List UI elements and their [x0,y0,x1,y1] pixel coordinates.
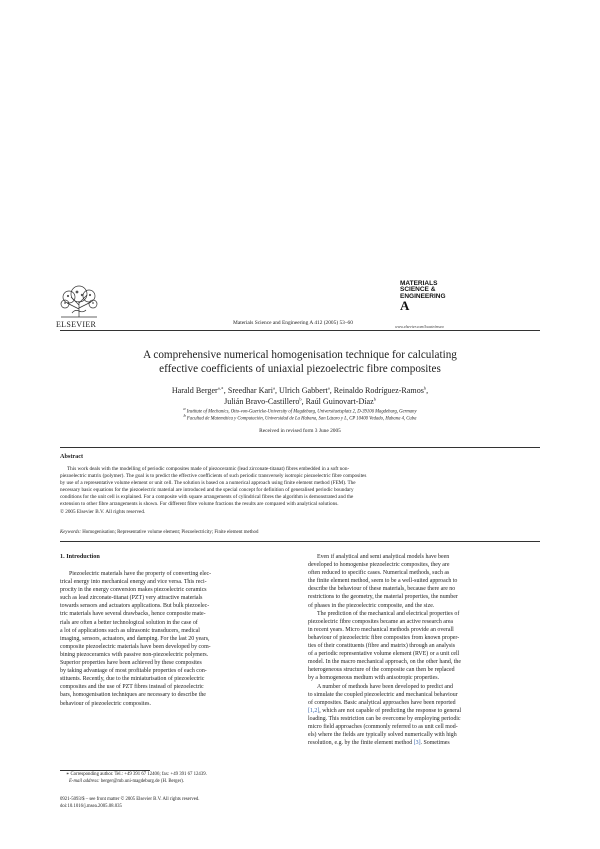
text-line [308,739,540,747]
author-sup: b [299,396,302,402]
journal-logo-line: ENGINEERING [400,292,446,300]
author-name: Harald Berger [171,386,218,395]
authors-line-1: Harald Berger$^{a,∗}$, Sreedhar Kari$^a$, Ulrich Gabbert$^a$, Reinaldo Rodríguez-Ramos$^b$, [171,385,429,395]
keywords-text: Homogenisation; Representative volume element; Piezoelectricity; Finite element method [82,530,259,535]
author-sup: a,∗ [217,385,224,391]
text-line: Superior properties have been achieved by these composites [60,660,202,667]
intro-paragraph [60,570,292,708]
publisher-name: ELSEVIER [56,320,97,329]
text-line: composites and the use of PZT fibres instead of piezoelectric [60,684,204,691]
abstract-line: by use of a representative volume element or unit cell. The solution is based on a numerical approach using finite element method (FEM). The [60,480,356,487]
text-line: trical energy into mechanical energy and vice versa. This reci- [60,579,207,586]
right-column [308,553,540,747]
title-line: effective coefficients of uniaxial piezoelectric fibre composites [159,362,441,375]
title-line: A comprehensive numerical homogenisation technique for calculating [143,349,457,361]
text-line: by a homogeneous medium with anisotropic properties. [308,675,440,682]
text-line: behaviour of piezoelectric composites. [60,700,151,707]
text-line: composite piezoelectric materials have been developed by com- [60,643,211,650]
received-date: Received in revised form 3 June 2005 [259,428,341,434]
journal-logo-line: SCIENCE & [400,286,436,294]
text-line: towards sensors and actuators applications. But bulk piezoelec- [60,603,210,610]
text-line: often reduced to specific cases. Numerical methods, such as [308,570,450,577]
citation-link[interactable]: [3] [413,740,421,747]
elsevier-tree-logo [57,283,101,319]
journal-logo-line: MATERIALS [400,280,438,287]
author-name: Sreedhar Kari [227,386,273,395]
text-line: The prediction of the mechanical and electrical properties of [317,610,460,617]
author-name: Raúl Guinovart-Díaz [305,397,374,406]
affiliation-text: Facultad de Matemática y Computación, Universidad de La Habana, San Lázaro y L, CP 10400 Vedado, Habana 4, Cuba [186,416,417,422]
abstract-top-rule [60,447,540,448]
text-line: to simulate the coupled piezoelectric and mechanical behaviour [308,691,458,698]
affiliation-sup: b [183,413,186,419]
text-line: by taking advantage of most profitable properties of each con- [60,668,207,675]
author-name: Julián Bravo-Castillero [224,397,300,406]
journal-logo [400,281,450,312]
header-rule [60,330,540,331]
text-line: rials are often a better technological solution in the case of [60,619,198,626]
text-span: . Sometimes [420,740,450,747]
text-line: such as lead zirconate-titanat (PZT) very attractive materials [60,595,203,602]
text-line: bars, homogenisation techniques are necessary to describe the [60,692,206,699]
text-span: , which are not capable of predicting the response to general [319,707,462,714]
authors [60,385,540,407]
journal-logo-letter: A [400,298,410,314]
footnote-email [60,779,295,786]
text-line [308,707,540,715]
affiliation-sup: a [183,406,186,411]
author-sup: a [327,385,330,391]
footnote-rule [60,770,150,771]
copyright-line: © 2005 Elsevier B.V. All rights reserved. [60,508,146,515]
text-line: ties of their constituents (fibre and matrix) through an analysis [308,643,456,650]
citation-link[interactable]: [1,2] [308,707,320,714]
text-line: A number of methods have been developed to predict and [317,683,453,690]
abstract-line: necessary basic equations for the piezoelectric material are introduced and the special concept for definition of generalised periodic boundary [60,487,354,494]
text-line: of a periodic representative volume element (RVE) or a unit cell [308,651,460,658]
abstract-line: piezoelectric matrix (polymer). The goal is to predict the effective coefficients of such periodic transversely isotropic piezoelectric fibre composites [60,473,367,480]
text-line: of composites. Basic analytical approaches have been reported [308,699,456,706]
text-line: Piezoelectric materials have the property of converting elec- [69,571,212,577]
keywords-label: Keywords: [60,530,82,535]
author-sup: a [273,385,275,391]
text-line: heterogeneous structure of the composite can then be replaced [308,667,455,674]
authors-line-2: Julián Bravo-Castillero$^b$, Raúl Guinovart-Díaz$^b$ [224,396,376,406]
text-line: behaviour of piezoelectric fibre composites from known proper- [308,634,460,641]
author-name: Reinaldo Rodríguez-Ramos [333,386,424,395]
affiliations [60,406,540,423]
author-name: Ulrich Gabbert [279,386,328,395]
abstract-bottom-rule [60,541,540,542]
text-line: micro field approaches (commonly referred to as unit cell mod- [308,723,458,730]
text-line: imaging, sensors, actuators, and damping. For the last 20 years, [60,635,210,642]
footnote [60,772,295,785]
text-line: describe the behaviour of these materials, because there are no [308,586,456,593]
issn-line: 0921-5093/$ – see front matter © 2005 Elsevier B.V. All rights reserved. [60,797,200,802]
keywords [60,530,258,535]
abstract-line: extension to other fibre arrangements is shown. For different fibre volume fractions the results are compared with analytical solutions. [60,501,339,508]
text-line: model. In the macro mechanical approach, on the other hand, the [308,659,461,666]
doi-line[interactable]: doi:10.1016/j.msea.2005.08.035 [60,804,122,809]
email-label: E-mail address: [69,778,100,784]
text-line: bining piezoceramics with passive non-piezoelectric polymers. [60,651,209,658]
text-line: the finite element method, seem to be a well-suited approach to [308,578,458,585]
footnote-corresponding-author: ∗ Corresponding author. Tel.: +49 391 67 12406; fax: +49 391 67 12439. [66,772,207,777]
section-heading-introduction: 1. Introduction [60,553,100,560]
journal-reference: Materials Science and Engineering A 412 (2005) 53–60 [233,320,353,326]
author-sup: b [373,396,376,402]
text-line: els) where the fields are typically solved numerically with high [308,732,457,739]
text-line: of phases in the piezoelectric composite, and the size. [308,602,435,609]
affiliation-text: Institute of Mechanics, Otto-von-Guericke-University of Magdeburg, Universitaetsplatz 2, D-39106 Magdeburg, Germany [186,409,417,415]
text-span: resolution, e.g. by the finite element method [308,740,414,747]
abstract-line: conditions for the unit cell is explained. For a composite with square arrangements of cylindrical fibres the algorithm is demonstrated and the [60,494,354,501]
paper-title [60,349,540,376]
affiliation [60,413,540,423]
journal-website[interactable]: www.elsevier.com/locate/msea [395,324,444,329]
text-line: restrictions to the geometry, the material properties, the number [308,594,458,601]
abstract-body [60,466,540,516]
text-line: a lot of applications such as ultrasonic transducers, medical [60,627,200,634]
author-sup: b [423,385,427,391]
text-line: stituents. Recently, due to the miniaturisation of piezoelectric [60,676,205,683]
text-line: procity in the energy conversion makes piezoelectric ceramics [60,587,207,594]
text-line: loading. This restriction can be overcome by employing periodic [308,715,461,722]
text-line: in recent years. Micro mechanical methods provide an overall [308,626,454,633]
abstract-line: This work deals with the modelling of periodic composites made of piezoceramic (lead zirconate-titanat) fibres embedded in a soft non- [67,466,350,472]
text-line: Even if analytical and semi analytical models have been [317,554,450,560]
abstract-heading: Abstract [60,453,84,460]
text-line: tric materials have several drawbacks, hence composite mate- [60,611,206,618]
email-address[interactable]: berger@mb.uni-magdeburg.de (H. Berger). [100,778,185,784]
text-line: developed to homogenise piezoelectric composites, they are [308,562,450,569]
text-line: piezoelectric fibre composites became an active research area [308,618,454,625]
